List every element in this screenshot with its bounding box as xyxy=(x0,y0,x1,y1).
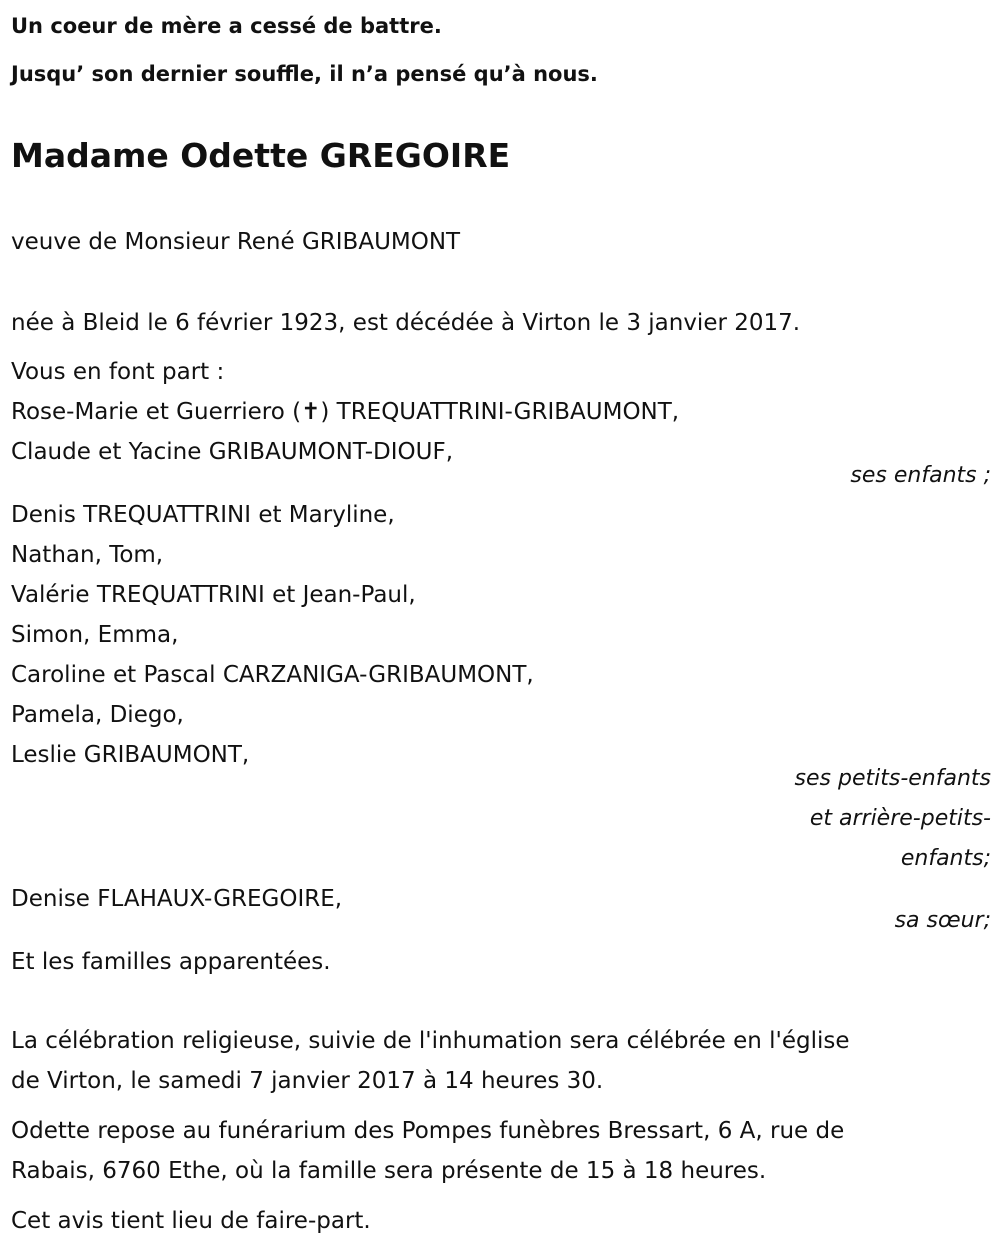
grandchildren-label-2: et arrière-petits- xyxy=(809,806,991,831)
sister-label: sa sœur; xyxy=(894,908,991,933)
grandchildren-label-3: enfants; xyxy=(900,846,991,871)
epigraph-line-1: Un coeur de mère a cessé de battre. xyxy=(11,14,442,38)
grandchild-line-3: Valérie TREQUATTRINI et Jean-Paul, xyxy=(11,582,416,608)
spouse-line: veuve de Monsieur René GRIBAUMONT xyxy=(11,229,461,255)
children-label: ses enfants ; xyxy=(850,463,991,488)
grandchild-line-5: Caroline et Pascal CARZANIGA-GRIBAUMONT, xyxy=(11,662,534,688)
grandchild-line-7: Leslie GRIBAUMONT, xyxy=(11,742,250,768)
grandchild-line-4: Simon, Emma, xyxy=(11,622,179,648)
birth-death-line: née à Bleid le 6 février 1923, est décédée à Virton le 3 janvier 2017. xyxy=(11,310,801,336)
repose-line-2: Rabais, 6760 Ethe, où la famille sera présente de 15 à 18 heures. xyxy=(11,1158,767,1184)
families-line: Et les familles apparentées. xyxy=(11,949,331,975)
closing-line: Cet avis tient lieu de faire-part. xyxy=(11,1208,371,1234)
epigraph-line-2: Jusqu’ son dernier souffle, il n’a pensé qu’à nous. xyxy=(11,62,598,86)
ceremony-line-1: La célébration religieuse, suivie de l'inhumation sera célébrée en l'église xyxy=(11,1028,850,1054)
grandchildren-label-1: ses petits-enfants xyxy=(794,766,991,791)
child-line-1: Rose-Marie et Guerriero (✝) TREQUATTRINI-GRIBAUMONT, xyxy=(11,399,680,425)
grandchild-line-1: Denis TREQUATTRINI et Maryline, xyxy=(11,502,395,528)
sister-line: Denise FLAHAUX-GREGOIRE, xyxy=(11,886,343,912)
grandchild-line-2: Nathan, Tom, xyxy=(11,542,164,568)
ceremony-line-2: de Virton, le samedi 7 janvier 2017 à 14 heures 30. xyxy=(11,1068,604,1094)
child-line-2: Claude et Yacine GRIBAUMONT-DIOUF, xyxy=(11,439,454,465)
repose-line-1: Odette repose au funérarium des Pompes funèbres Bressart, 6 A, rue de xyxy=(11,1118,845,1144)
grandchild-line-6: Pamela, Diego, xyxy=(11,702,184,728)
deceased-name: Madame Odette GREGOIRE xyxy=(11,136,511,175)
announcement-intro: Vous en font part : xyxy=(11,359,225,385)
